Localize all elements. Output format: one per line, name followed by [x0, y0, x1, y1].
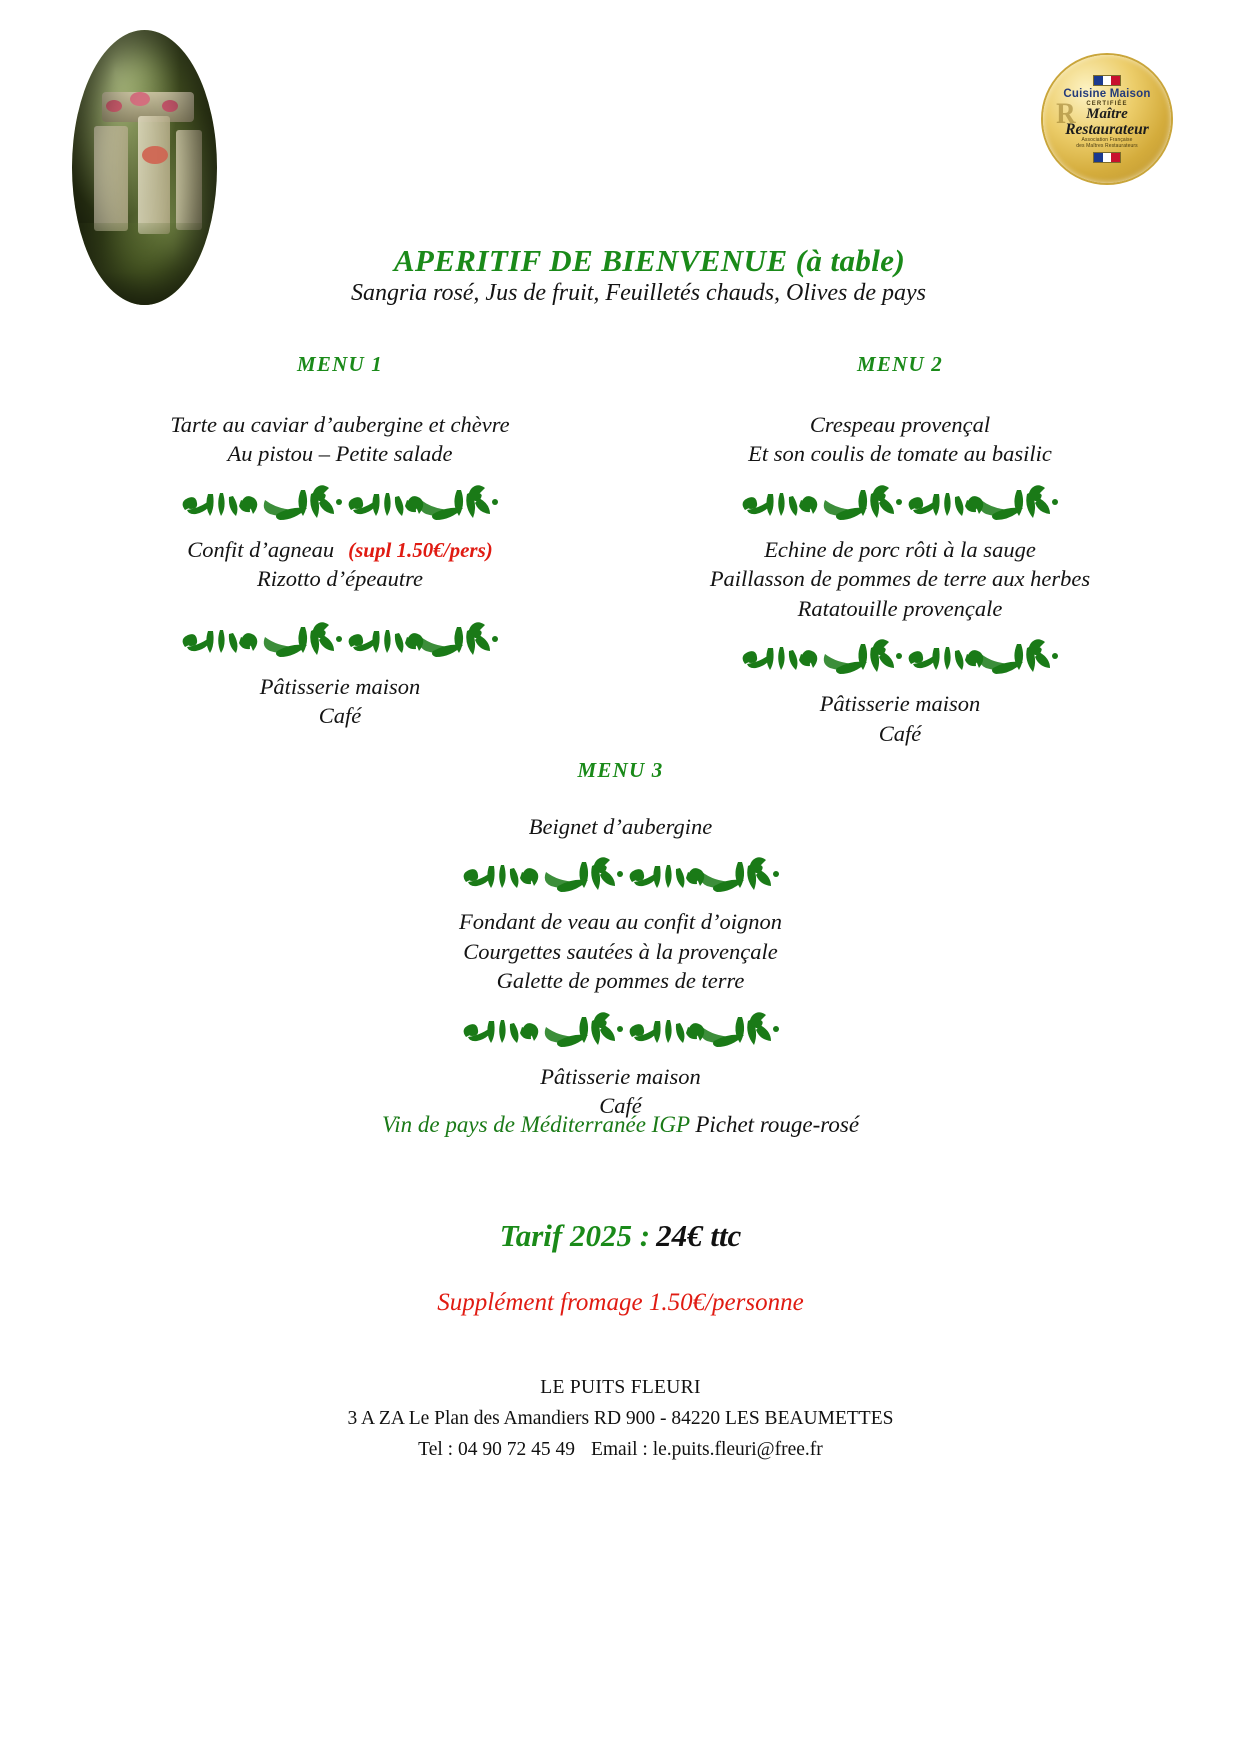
french-flag-icon	[1093, 152, 1121, 163]
menu-1-heading: MENU 1	[297, 352, 383, 376]
restaurant-contact	[0, 1435, 1241, 1466]
menu-3-main-line-3: Galette de pommes de terre	[496, 968, 745, 994]
menu-3-heading: MENU 3	[577, 758, 664, 782]
menu-2-main-line-1: Echine de porc rôti à la sauge	[764, 536, 1036, 562]
menu-2-heading: MENU 2	[857, 352, 943, 376]
french-flag-icon	[1093, 75, 1121, 86]
menu-columns	[60, 352, 1180, 749]
wine-line	[0, 1112, 1241, 1138]
menu-2-dessert-line-2: Café	[878, 720, 922, 746]
wine-label: Vin de pays de Méditerranée IGP	[381, 1112, 690, 1137]
menu-3-main-line-1: Fondant de veau au confit d’oignon	[458, 909, 783, 935]
menu-1-dessert-line-2: Café	[318, 703, 362, 729]
footer	[0, 1373, 1241, 1465]
page-title: APERITIF DE BIENVENUE (à table)	[393, 243, 906, 278]
menu-3-dessert-line-2: Café	[599, 1093, 642, 1119]
floral-divider-icon	[175, 617, 505, 661]
restaurant-phone: Tel : 04 90 72 45 49	[418, 1438, 575, 1460]
cheese-supplement-line: Supplément fromage 1.50€/personne	[437, 1289, 804, 1316]
menu-1-starter-line-1: Tarte au caviar d’aubergine et chèvre	[170, 412, 510, 437]
menu-3-main-line-2: Courgettes sautées à la provençale	[463, 938, 778, 964]
aperitif-items: Sangria rosé, Jus de fruit, Feuilletés chauds, Olives de pays	[350, 280, 926, 306]
menu-2-column	[620, 352, 1180, 749]
badge-monogram: R	[1056, 97, 1076, 130]
maitre-restaurateur-badge	[1043, 55, 1171, 183]
menu-1-dessert-line-1: Pâtisserie maison	[259, 673, 421, 699]
menu-3-dessert-line-1: Pâtisserie maison	[540, 1063, 701, 1089]
menu-2-starter-line-1: Crespeau provençal	[809, 412, 991, 437]
tarif-label: Tarif 2025 :	[499, 1218, 651, 1253]
floral-divider-icon	[735, 634, 1065, 678]
tarif-value: 24€ ttc	[656, 1218, 742, 1253]
badge-restaurateur-label: Restaurateur	[1065, 120, 1149, 138]
badge-certifie-label: CERTIFIÉE	[1086, 100, 1128, 107]
menu-2-dessert-line-1: Pâtisserie maison	[819, 691, 981, 717]
badge-cuisine-label: Cuisine Maison	[1063, 88, 1151, 101]
floral-divider-icon	[456, 852, 786, 896]
tarif-line	[0, 1218, 1241, 1254]
menu-2-main-line-2: Paillasson de pommes de terre aux herbes	[709, 566, 1091, 592]
badge-association-line2: des Maîtres Restaurateurs	[1076, 143, 1138, 150]
menu-1-main-line-2: Rizotto d’épeautre	[256, 566, 423, 592]
menu-2-main-line-3: Ratatouille provençale	[797, 595, 1003, 621]
menu-3-starter-line-1: Beignet d’aubergine	[528, 814, 713, 839]
floral-divider-icon	[735, 480, 1065, 524]
wine-detail: Pichet rouge-rosé	[695, 1112, 860, 1137]
badge-maitre-label: Maître	[1086, 105, 1128, 122]
restaurant-address: 3 A ZA Le Plan des Amandiers RD 900 - 84220 LES BEAUMETTES	[347, 1407, 894, 1429]
menu-1-column	[60, 352, 620, 749]
menu-1-main-line-1	[60, 536, 620, 564]
menu-1-starter-line-2: Au pistou – Petite salade	[227, 441, 453, 467]
floral-divider-icon	[456, 1007, 786, 1051]
menu-1-supplement: (supl 1.50€/pers)	[348, 537, 493, 562]
menu-3-section	[0, 758, 1241, 1122]
restaurant-name: LE PUITS FLEURI	[540, 1377, 701, 1398]
restaurant-email[interactable]: Email : le.puits.fleuri@free.fr	[590, 1438, 823, 1460]
badge-association-line1: Association Française	[1081, 137, 1133, 144]
menu-2-starter-line-2: Et son coulis de tomate au basilic	[748, 441, 1052, 467]
menu-1-main-text: Confit d’agneau	[187, 536, 335, 562]
floral-divider-icon	[175, 480, 505, 524]
